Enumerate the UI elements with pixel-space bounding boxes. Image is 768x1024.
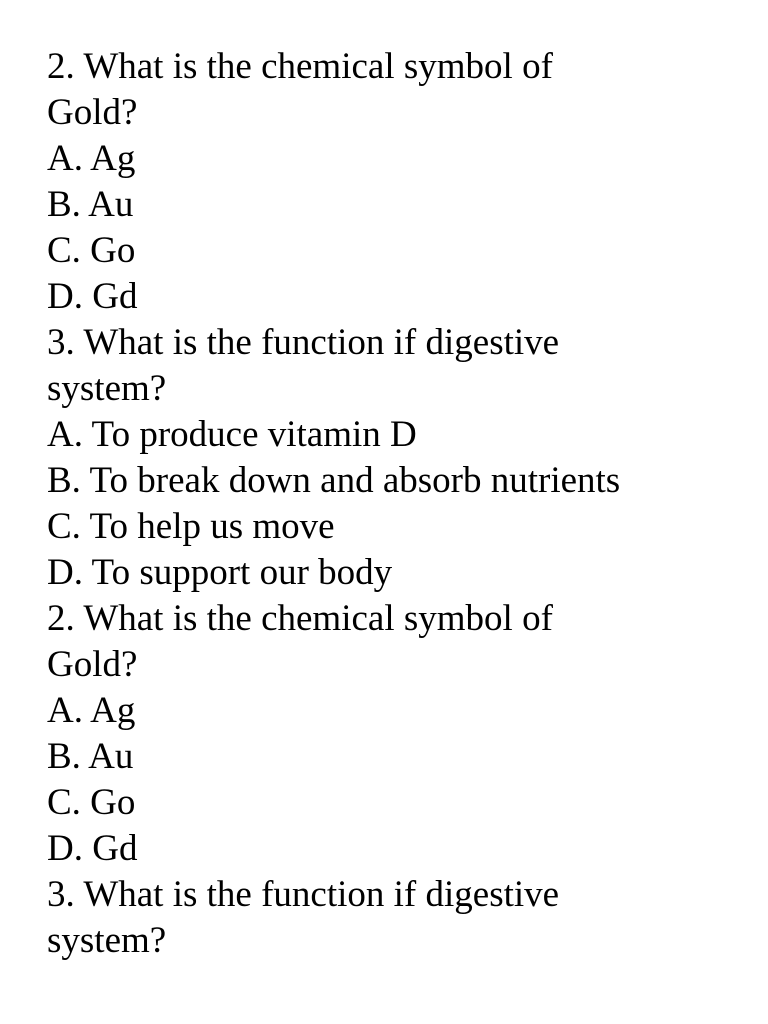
question-block: [47, 872, 747, 964]
question-text: 2. What is the chemical symbol of: [47, 598, 553, 639]
question-block: [47, 320, 747, 596]
question-text: 3. What is the function if digestive: [47, 322, 560, 363]
quiz-document: [47, 44, 747, 964]
answer-option: A. To produce vitamin D: [47, 414, 417, 455]
answer-option: C. Go: [47, 782, 136, 823]
question-text: Gold?: [47, 92, 138, 133]
question-text: Gold?: [47, 644, 138, 685]
answer-option: A. Ag: [47, 690, 136, 731]
answer-option: A. Ag: [47, 138, 136, 179]
answer-option: B. Au: [47, 184, 134, 225]
question-text: 3. What is the function if digestive: [47, 874, 560, 915]
question-block: [47, 44, 747, 320]
question-text: system?: [47, 920, 167, 961]
question-text: system?: [47, 368, 167, 409]
answer-option: B. Au: [47, 736, 134, 777]
answer-option: B. To break down and absorb nutrients: [47, 460, 621, 501]
answer-option: D. Gd: [47, 828, 138, 869]
answer-option: D. To support our body: [47, 552, 393, 593]
question-text: 2. What is the chemical symbol of: [47, 46, 553, 87]
question-block: [47, 596, 747, 872]
answer-option: C. To help us move: [47, 506, 335, 547]
answer-option: C. Go: [47, 230, 136, 271]
answer-option: D. Gd: [47, 276, 138, 317]
